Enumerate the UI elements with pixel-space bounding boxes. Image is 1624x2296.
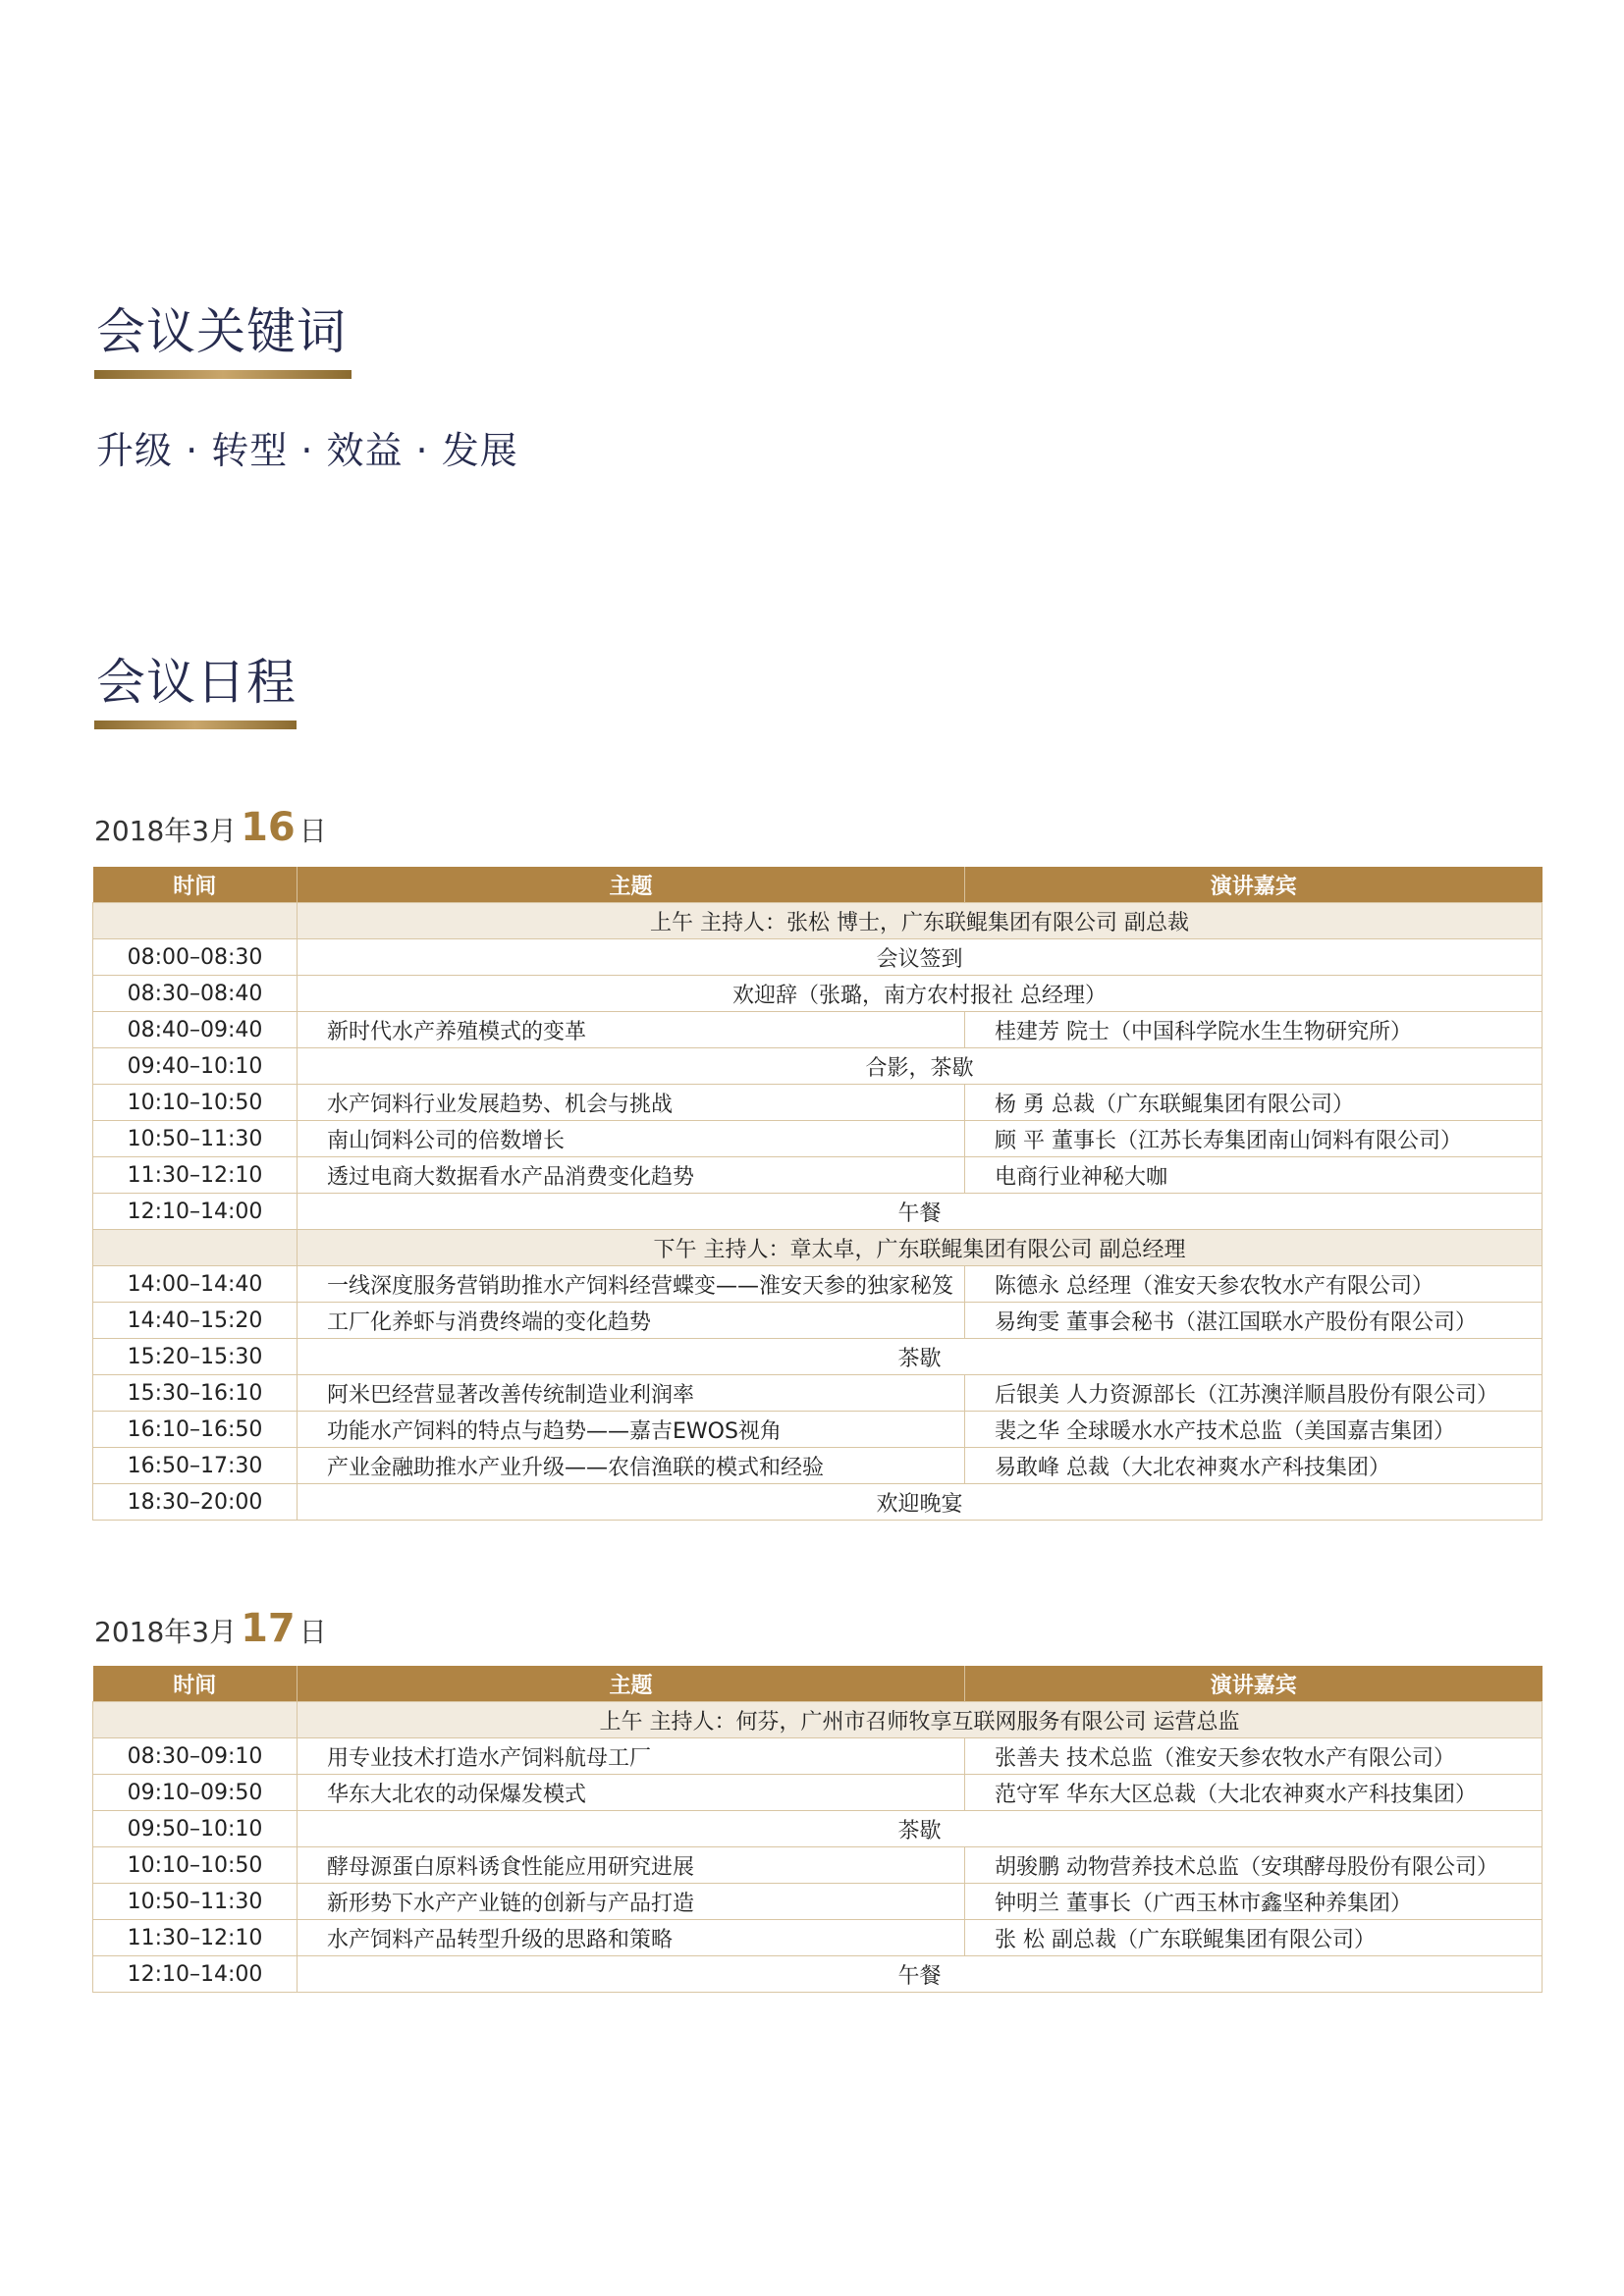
time-cell: 09:50–10:10 xyxy=(93,1811,298,1847)
table-header-row xyxy=(93,1666,1543,1702)
schedule-talk-row xyxy=(93,1920,1543,1956)
schedule-break-row xyxy=(93,939,1543,976)
speaker-cell: 钟明兰 董事长（广西玉林市鑫坚种养集团） xyxy=(965,1884,1543,1920)
schedule-talk-row xyxy=(93,1121,1543,1157)
topic-cell: 新时代水产养殖模式的变革 xyxy=(298,1012,965,1048)
time-cell: 14:00–14:40 xyxy=(93,1266,298,1303)
time-cell: 11:30–12:10 xyxy=(93,1157,298,1194)
speaker-cell: 易敢峰 总裁（大北农神爽水产科技集团） xyxy=(965,1448,1543,1484)
header-speaker: 演讲嘉宾 xyxy=(965,1666,1543,1702)
schedule-break-row xyxy=(93,976,1543,1012)
speaker-cell: 后银美 人力资源部长（江苏澳洋顺昌股份有限公司） xyxy=(965,1375,1543,1412)
header-time: 时间 xyxy=(93,1666,298,1702)
date-day: 17 xyxy=(241,1606,296,1651)
schedule-talk-row xyxy=(93,1157,1543,1194)
time-cell: 16:50–17:30 xyxy=(93,1448,298,1484)
day-1-schedule-body xyxy=(93,903,1543,1521)
schedule-talk-row xyxy=(93,1775,1543,1811)
schedule-talk-row xyxy=(93,1266,1543,1303)
topic-cell: 功能水产饲料的特点与趋势——嘉吉EWOS视角 xyxy=(298,1412,965,1448)
agenda-item-text: 欢迎辞（张璐，南方农村报社 总经理） xyxy=(298,976,1543,1012)
speaker-cell: 桂建芳 院士（中国科学院水生生物研究所） xyxy=(965,1012,1543,1048)
time-cell: 14:40–15:20 xyxy=(93,1303,298,1339)
schedule-break-row xyxy=(93,1811,1543,1847)
time-cell: 09:40–10:10 xyxy=(93,1048,298,1085)
time-cell: 11:30–12:10 xyxy=(93,1920,298,1956)
topic-cell: 阿米巴经营显著改善传统制造业利润率 xyxy=(298,1375,965,1412)
agenda-item-text: 午餐 xyxy=(298,1194,1543,1230)
day-2-schedule-body xyxy=(93,1702,1543,1993)
agenda-item-text: 欢迎晚宴 xyxy=(298,1484,1543,1521)
speaker-cell: 电商行业神秘大咖 xyxy=(965,1157,1543,1194)
host-time-cell xyxy=(93,1230,298,1266)
schedule-break-row xyxy=(93,1048,1543,1085)
schedule-talk-row xyxy=(93,1375,1543,1412)
schedule-break-row xyxy=(93,1484,1543,1521)
time-cell: 10:10–10:50 xyxy=(93,1085,298,1121)
speaker-cell: 易绚雯 董事会秘书（湛江国联水产股份有限公司） xyxy=(965,1303,1543,1339)
speaker-cell: 裴之华 全球暖水水产技术总监（美国嘉吉集团） xyxy=(965,1412,1543,1448)
schedule-talk-row xyxy=(93,1303,1543,1339)
time-cell: 08:00–08:30 xyxy=(93,939,298,976)
schedule-section-title: 会议日程 xyxy=(96,654,297,711)
topic-cell: 一线深度服务营销助推水产饲料经营蝶变——淮安天参的独家秘笈 xyxy=(298,1266,965,1303)
time-cell: 12:10–14:00 xyxy=(93,1956,298,1993)
agenda-item-text: 合影，茶歇 xyxy=(298,1048,1543,1085)
agenda-item-text: 茶歇 xyxy=(298,1339,1543,1375)
schedule-talk-row xyxy=(93,1847,1543,1884)
time-cell: 08:40–09:40 xyxy=(93,1012,298,1048)
speaker-cell: 张 松 副总裁（广东联鲲集团有限公司） xyxy=(965,1920,1543,1956)
header-time: 时间 xyxy=(93,867,298,903)
host-time-cell xyxy=(93,1702,298,1738)
speaker-cell: 顾 平 董事长（江苏长寿集团南山饲料有限公司） xyxy=(965,1121,1543,1157)
time-cell: 08:30–08:40 xyxy=(93,976,298,1012)
host-time-cell xyxy=(93,903,298,939)
header-topic: 主题 xyxy=(298,1666,965,1702)
speaker-cell: 张善夫 技术总监（淮安天参农牧水产有限公司） xyxy=(965,1738,1543,1775)
day-2-date xyxy=(94,1606,327,1651)
topic-cell: 透过电商大数据看水产品消费变化趋势 xyxy=(298,1157,965,1194)
topic-cell: 水产饲料产品转型升级的思路和策略 xyxy=(298,1920,965,1956)
session-host-text: 下午 主持人：章太卓，广东联鲲集团有限公司 副总经理 xyxy=(298,1230,1543,1266)
day-1-date xyxy=(94,805,327,850)
schedule-talk-row xyxy=(93,1085,1543,1121)
session-host-text: 上午 主持人：何芬，广州市召师牧享互联网服务有限公司 运营总监 xyxy=(298,1702,1543,1738)
date-prefix: 2018年3月 xyxy=(94,815,238,847)
schedule-talk-row xyxy=(93,1884,1543,1920)
time-cell: 10:50–11:30 xyxy=(93,1884,298,1920)
time-cell: 09:10–09:50 xyxy=(93,1775,298,1811)
agenda-item-text: 午餐 xyxy=(298,1956,1543,1993)
speaker-cell: 陈德永 总经理（淮安天参农牧水产有限公司） xyxy=(965,1266,1543,1303)
schedule-talk-row xyxy=(93,1412,1543,1448)
date-day: 16 xyxy=(241,805,296,850)
time-cell: 10:10–10:50 xyxy=(93,1847,298,1884)
schedule-break-row xyxy=(93,1194,1543,1230)
session-host-row xyxy=(93,903,1543,939)
keywords-section-title: 会议关键词 xyxy=(96,303,347,360)
topic-cell: 工厂化养虾与消费终端的变化趋势 xyxy=(298,1303,965,1339)
time-cell: 12:10–14:00 xyxy=(93,1194,298,1230)
agenda-item-text: 会议签到 xyxy=(298,939,1543,976)
day-2-schedule-table xyxy=(92,1666,1543,1993)
keywords-title-underline xyxy=(94,370,352,379)
header-speaker: 演讲嘉宾 xyxy=(965,867,1543,903)
session-host-row xyxy=(93,1230,1543,1266)
topic-cell: 南山饲料公司的倍数增长 xyxy=(298,1121,965,1157)
time-cell: 18:30–20:00 xyxy=(93,1484,298,1521)
table-header-row xyxy=(93,867,1543,903)
session-host-text: 上午 主持人：张松 博士，广东联鲲集团有限公司 副总裁 xyxy=(298,903,1543,939)
topic-cell: 酵母源蛋白原料诱食性能应用研究进展 xyxy=(298,1847,965,1884)
speaker-cell: 胡骏鹏 动物营养技术总监（安琪酵母股份有限公司） xyxy=(965,1847,1543,1884)
speaker-cell: 范守军 华东大区总裁（大北农神爽水产科技集团） xyxy=(965,1775,1543,1811)
session-host-row xyxy=(93,1702,1543,1738)
date-suffix: 日 xyxy=(298,1616,327,1648)
time-cell: 08:30–09:10 xyxy=(93,1738,298,1775)
topic-cell: 产业金融助推水产业升级——农信渔联的模式和经验 xyxy=(298,1448,965,1484)
speaker-cell: 杨 勇 总裁（广东联鲲集团有限公司） xyxy=(965,1085,1543,1121)
date-prefix: 2018年3月 xyxy=(94,1616,238,1648)
time-cell: 15:30–16:10 xyxy=(93,1375,298,1412)
day-1-schedule-table xyxy=(92,867,1543,1521)
topic-cell: 华东大北农的动保爆发模式 xyxy=(298,1775,965,1811)
schedule-break-row xyxy=(93,1339,1543,1375)
time-cell: 15:20–15:30 xyxy=(93,1339,298,1375)
agenda-item-text: 茶歇 xyxy=(298,1811,1543,1847)
topic-cell: 用专业技术打造水产饲料航母工厂 xyxy=(298,1738,965,1775)
schedule-talk-row xyxy=(93,1738,1543,1775)
schedule-talk-row xyxy=(93,1012,1543,1048)
time-cell: 16:10–16:50 xyxy=(93,1412,298,1448)
conference-keywords: 升级 · 转型 · 效益 · 发展 xyxy=(96,429,518,472)
header-topic: 主题 xyxy=(298,867,965,903)
topic-cell: 水产饲料行业发展趋势、机会与挑战 xyxy=(298,1085,965,1121)
schedule-title-underline xyxy=(94,721,297,729)
date-suffix: 日 xyxy=(298,815,327,847)
time-cell: 10:50–11:30 xyxy=(93,1121,298,1157)
schedule-break-row xyxy=(93,1956,1543,1993)
schedule-talk-row xyxy=(93,1448,1543,1484)
topic-cell: 新形势下水产产业链的创新与产品打造 xyxy=(298,1884,965,1920)
